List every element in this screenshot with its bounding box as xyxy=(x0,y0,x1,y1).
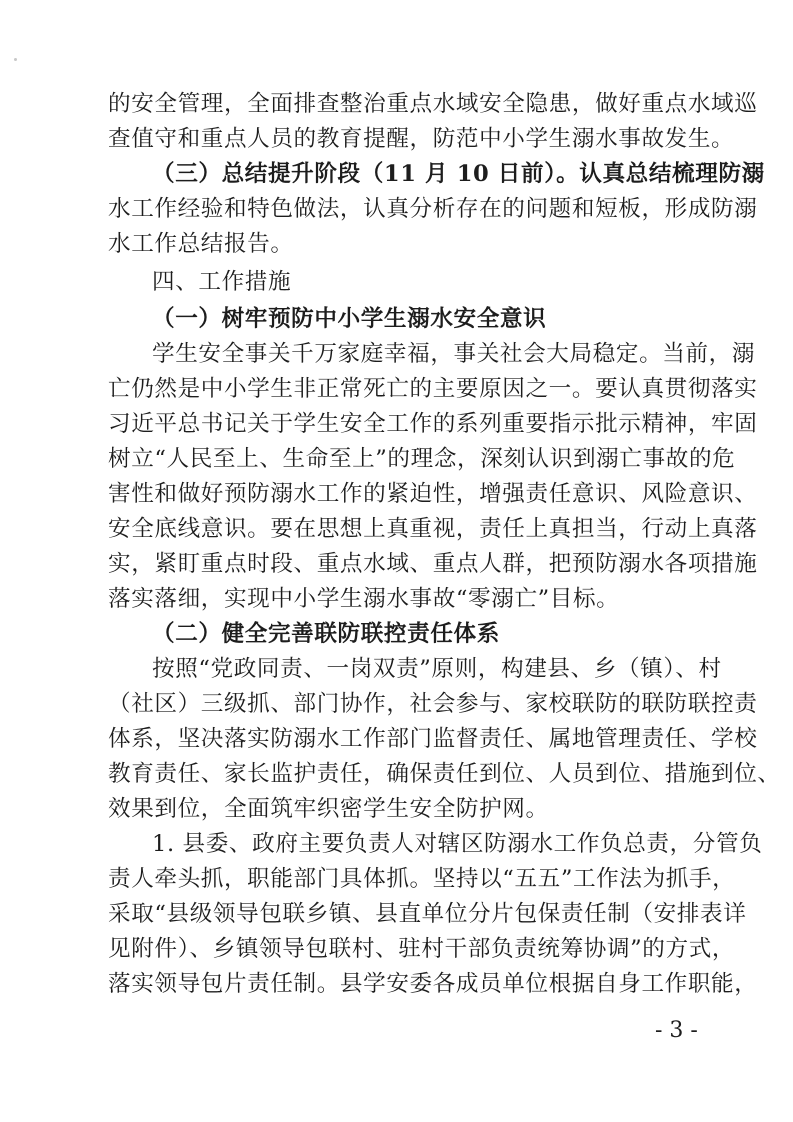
section-heading: 四、工作措施 xyxy=(152,269,292,295)
paragraph-line: 1. 县委、政府主要负责人对辖区防溺水工作负总责，分管负 xyxy=(152,831,763,857)
paragraph-line: 落实落细，实现中小学生溺水事故“零溺亡”目标。 xyxy=(108,586,620,612)
paragraph-line: 的安全管理，全面排查整治重点水域安全隐患，做好重点水域巡 xyxy=(108,91,758,117)
subsection-heading: （二）健全完善联防联控责任体系 xyxy=(152,621,500,647)
paragraph-line: 责人牵头抓，职能部门具体抓。坚持以“五五”工作法为抓手， xyxy=(108,866,736,892)
paragraph-line: 查值守和重点人员的教育提醒，防范中小学生溺水事故发生。 xyxy=(108,126,735,152)
paragraph-line: 按照“党政同责、一岗双责”原则，构建县、乡（镇）、村 xyxy=(152,656,722,682)
paragraph-line: 树立“人民至上、生命至上”的理念，深刻认识到溺亡事故的危 xyxy=(108,446,736,472)
paragraph-line: 实，紧盯重点时段、重点水域、重点人群，把预防溺水各项措施 xyxy=(108,551,758,577)
paragraph-line: 习近平总书记关于学生安全工作的系列重要指示批示精神，牢固 xyxy=(108,411,758,437)
paragraph-line: 安全底线意识。要在思想上真重视，责任上真担当，行动上真落 xyxy=(108,516,758,542)
paragraph-line: 落实领导包片责任制。县学安委各成员单位根据自身工作职能， xyxy=(108,971,758,997)
paragraph-line: 学生安全事关千万家庭幸福，事关社会大局稳定。当前，溺 xyxy=(152,341,756,367)
paragraph-line: 亡仍然是中小学生非正常死亡的主要原因之一。要认真贯彻落实 xyxy=(108,376,758,402)
paragraph-line: 效果到位，全面筑牢织密学生安全防护网。 xyxy=(108,796,549,822)
paragraph-line: 体系，坚决落实防溺水工作部门监督责任、属地管理责任、学校 xyxy=(108,726,758,752)
paragraph-line: 教育责任、家长监护责任，确保责任到位、人员到位、措施到位、 xyxy=(108,761,781,787)
paragraph-line: （社区）三级抓、部门协作，社会参与、家校联防的联防联控责 xyxy=(108,691,758,717)
paragraph-line: 水工作经验和特色做法，认真分析存在的问题和短板，形成防溺 xyxy=(108,196,758,222)
page-number: - 3 - xyxy=(655,1018,698,1043)
paragraph-line: 水工作总结报告。 xyxy=(108,231,294,257)
paragraph-line: 见附件）、乡镇领导包联村、驻村干部负责统筹协调”的方式， xyxy=(108,936,736,962)
subsection-heading: （三）总结提升阶段（11 月 10 日前）。认真总结梳理防溺 xyxy=(152,161,765,187)
paragraph-line: 害性和做好预防溺水工作的紧迫性，增强责任意识、风险意识、 xyxy=(108,481,758,507)
subsection-heading: （一）树牢预防中小学生溺水安全意识 xyxy=(152,306,547,332)
scan-speck xyxy=(14,58,17,61)
paragraph-line: 采取“县级领导包联乡镇、县直单位分片包保责任制（安排表详 xyxy=(108,901,747,927)
